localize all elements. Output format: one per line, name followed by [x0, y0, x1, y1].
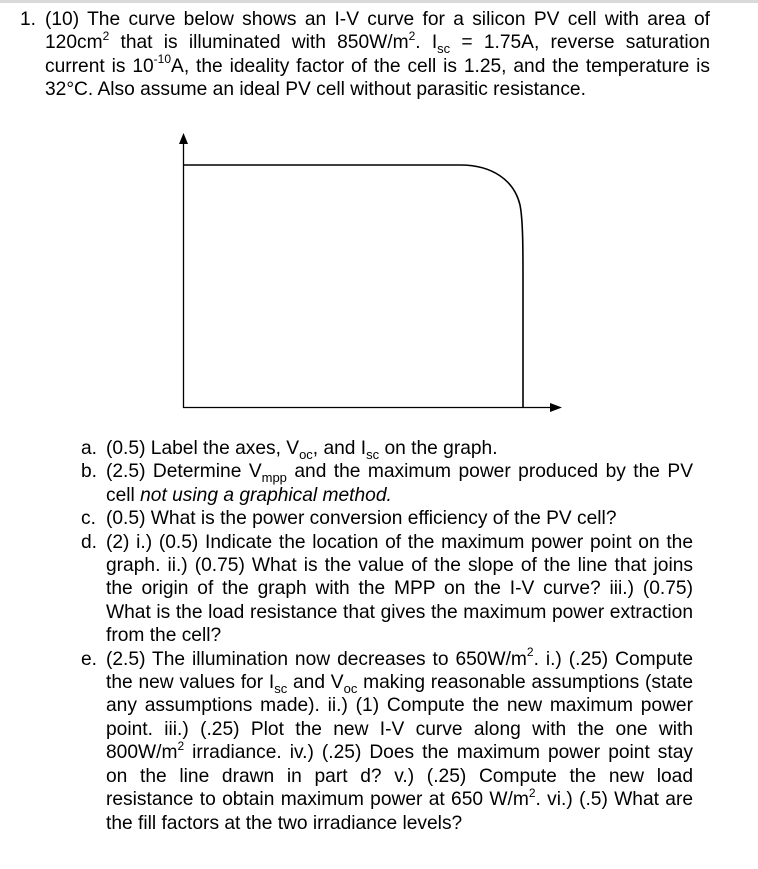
part-d: d. (2) i.) (0.5) Indicate the location of the maximum power point on the graph. ii.) (0.75) What is the value of the slope of the line that joins the origin of the graph with the MPP on the I-V curve? iii.) (0.75) What is the load resistance that gives the maximum power extraction from the cell?	[81, 531, 693, 647]
question-number: 1.	[20, 9, 37, 30]
y-axis-arrow	[179, 133, 188, 144]
part-a: a. (0.5) Label the axes, $V_{oc}$, and $I_{sc}$ on the graph.	[81, 438, 498, 462]
part-d-label: d.	[81, 531, 98, 553]
part-c: c. (0.5) What is the power conversion efficiency of the PV cell?	[81, 508, 617, 530]
part-e-label: e.	[81, 648, 98, 670]
sub-questions	[81, 437, 693, 835]
top-divider	[0, 0, 758, 3]
part-b-label: b.	[81, 461, 98, 483]
part-e: e. (2.5) The illumination now decreases to $650W/m^2$. i.) (.25) Compute the new values for $I_{sc}$ and $V_{oc}$ making reasonable assumptions (state any assumptions made). ii.) (1) Compute the new maximum power point. iii.) (.25) Plot the new I-V curve along with the one with $800W/m^2$ irradiance. iv.) (.25) Does the maximum power point stay on the line drawn in part d? v.) (.25) Compute the new load resistance to obtain maximum power at 650 $W/m^2$. vi.) (.5) What are the fill factors at the two irradiance levels?	[81, 645, 693, 834]
part-c-label: c.	[81, 508, 96, 530]
x-axis-arrow	[550, 403, 562, 412]
question-text: (10) The curve below shows an I-V curve for a silicon PV cell with area of $120cm^2$ that is illuminated with $850W/m^2$. $I_{sc} = 1.75A$, reverse saturation current is $10^{-10}A$, the ideality factor of the cell is 1.25, and the temperature is 32°C. Also assume an ideal PV cell without parasitic resistance.	[45, 9, 711, 101]
part-b: b. (2.5) Determine $V_{mpp}$ and the maximum power produced by the PV cell not using a graphical method.	[81, 461, 693, 506]
iv-curve	[184, 165, 524, 408]
part-a-label: a.	[81, 438, 98, 459]
question-1	[20, 8, 710, 102]
iv-curve-graph	[170, 130, 570, 420]
